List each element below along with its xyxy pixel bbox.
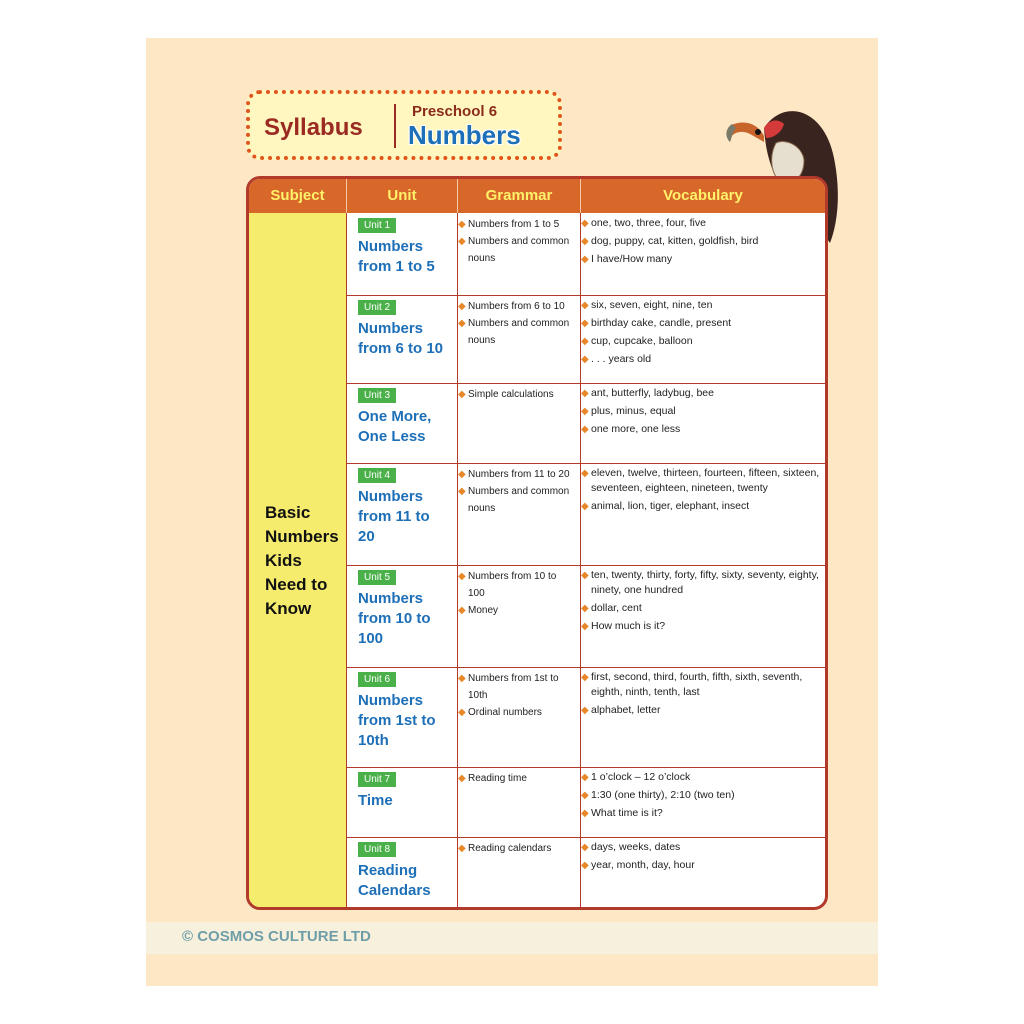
- grammar-item: [458, 840, 574, 857]
- unit-badge: Unit 1: [358, 218, 396, 233]
- grammar-cell: [458, 216, 574, 267]
- bullet-icon: ◆: [458, 389, 466, 400]
- bullet-icon: ◆: [581, 254, 589, 265]
- grammar-item: [458, 386, 574, 403]
- table-header: [249, 179, 825, 213]
- unit-title-line: Time: [358, 792, 393, 809]
- vocabulary-cell: [581, 216, 821, 270]
- unit-title-line: Numbers: [358, 488, 424, 505]
- bullet-icon: ◆: [581, 672, 589, 683]
- table-row: [346, 383, 825, 463]
- header-subject: Subject: [270, 187, 325, 204]
- grammar-text: Reading calendars: [468, 843, 552, 854]
- vocabulary-text: ten, twenty, thirty, forty, fifty, sixty, seventy, eighty, ninety, one hundred: [591, 569, 819, 596]
- unit-title-line: 10th: [358, 732, 389, 749]
- unit-title-line: 100: [358, 630, 384, 647]
- header-grammar: Grammar: [485, 187, 553, 204]
- grammar-item: [458, 602, 574, 619]
- subject-text: [265, 501, 339, 621]
- level-label: Preschool 6: [412, 103, 498, 120]
- bullet-icon: ◆: [581, 300, 589, 311]
- bullet-icon: ◆: [458, 301, 466, 312]
- grammar-item: [458, 466, 574, 483]
- bullet-icon: ◆: [581, 468, 589, 479]
- grammar-item: [458, 233, 574, 267]
- unit-title-line: 20: [358, 528, 375, 545]
- vocabulary-text: days, weeks, dates: [591, 841, 681, 853]
- grammar-item: [458, 298, 574, 315]
- bullet-icon: ◆: [581, 354, 589, 365]
- vocabulary-item: [581, 334, 821, 349]
- unit-title: [358, 589, 454, 649]
- bullet-icon: ◆: [458, 469, 466, 480]
- vocabulary-item: [581, 466, 821, 496]
- grammar-item: [458, 568, 574, 602]
- bullet-icon: ◆: [458, 219, 466, 230]
- grammar-item: [458, 670, 574, 704]
- vocabulary-text: dollar, cent: [591, 602, 642, 614]
- vocabulary-cell: [581, 568, 821, 637]
- unit-title-line: One More,: [358, 408, 432, 425]
- unit-badge: Unit 4: [358, 468, 396, 483]
- unit-title-line: One Less: [358, 428, 426, 445]
- vocabulary-item: [581, 840, 821, 855]
- bullet-icon: ◆: [581, 570, 589, 581]
- vocabulary-item: [581, 670, 821, 700]
- title-divider: [394, 104, 396, 148]
- grammar-cell: [458, 770, 574, 787]
- unit-title: [358, 861, 454, 901]
- unit-title-line: Numbers: [358, 692, 424, 709]
- grammar-cell: [458, 298, 574, 349]
- syllabus-page: [146, 38, 878, 986]
- grammar-item: [458, 483, 574, 517]
- vocabulary-item: [581, 252, 821, 267]
- grammar-cell: [458, 670, 574, 721]
- subject-line: Know: [265, 599, 312, 618]
- bullet-icon: ◆: [581, 236, 589, 247]
- vocabulary-item: [581, 858, 821, 873]
- bullet-icon: ◆: [458, 605, 466, 616]
- unit-title: [358, 691, 454, 751]
- header-unit: Unit: [387, 187, 417, 204]
- header-vocabulary: Vocabulary: [663, 187, 743, 204]
- vocabulary-text: I have/How many: [591, 253, 673, 265]
- grammar-item: [458, 315, 574, 349]
- unit-badge: Unit 2: [358, 300, 396, 315]
- subject-line: Basic: [265, 503, 311, 522]
- subject-line: Kids: [265, 551, 302, 570]
- unit-badge: Unit 3: [358, 388, 396, 403]
- unit-title-line: from 10 to: [358, 610, 431, 627]
- subject-line: Numbers: [265, 527, 339, 546]
- copyright-text: © COSMOS CULTURE LTD: [182, 928, 371, 945]
- vocabulary-cell: [581, 770, 821, 824]
- grammar-text: Reading time: [468, 773, 527, 784]
- bullet-icon: ◆: [581, 406, 589, 417]
- grammar-text: Numbers from 10 to 100: [468, 571, 557, 599]
- grammar-cell: [458, 568, 574, 619]
- syllabus-table: [246, 176, 828, 910]
- bullet-icon: ◆: [581, 808, 589, 819]
- bullet-icon: ◆: [581, 790, 589, 801]
- vocabulary-item: [581, 234, 821, 249]
- vocabulary-text: 1 o’clock – 12 o’clock: [591, 771, 691, 783]
- grammar-item: [458, 216, 574, 233]
- grammar-item: [458, 704, 574, 721]
- vocabulary-cell: [581, 466, 821, 517]
- bullet-icon: ◆: [581, 860, 589, 871]
- grammar-cell: [458, 466, 574, 517]
- vocabulary-text: . . . years old: [591, 353, 652, 365]
- unit-title-line: Numbers: [358, 590, 424, 607]
- table-row: [346, 837, 825, 910]
- table-row: [346, 213, 825, 295]
- unit-title-line: Reading: [358, 862, 418, 879]
- vocabulary-cell: [581, 298, 821, 370]
- unit-title-line: from 1st to: [358, 712, 436, 729]
- bullet-icon: ◆: [581, 501, 589, 512]
- vocabulary-cell: [581, 670, 821, 721]
- vocabulary-item: [581, 386, 821, 401]
- vocabulary-text: six, seven, eight, nine, ten: [591, 299, 713, 311]
- vocabulary-item: [581, 788, 821, 803]
- unit-title-line: from 6 to 10: [358, 340, 444, 357]
- vocabulary-text: one, two, three, four, five: [591, 217, 706, 229]
- vocabulary-item: [581, 499, 821, 514]
- vocabulary-item: [581, 316, 821, 331]
- table-row: [346, 463, 825, 565]
- unit-badge: Unit 7: [358, 772, 396, 787]
- unit-title-line: Numbers: [358, 320, 424, 337]
- vocabulary-item: [581, 619, 821, 634]
- vocabulary-text: cup, cupcake, balloon: [591, 335, 693, 347]
- title-box: [246, 90, 562, 160]
- vocabulary-text: one more, one less: [591, 423, 681, 435]
- vocabulary-text: ant, butterfly, ladybug, bee: [591, 387, 714, 399]
- table-row: [346, 295, 825, 383]
- unit-title: [358, 319, 454, 359]
- unit-title-line: Calendars: [358, 882, 431, 899]
- bullet-icon: ◆: [458, 236, 466, 247]
- vocabulary-text: animal, lion, tiger, elephant, insect: [591, 500, 750, 512]
- vocabulary-text: plus, minus, equal: [591, 405, 676, 417]
- bullet-icon: ◆: [581, 842, 589, 853]
- vocabulary-text: 1:30 (one thirty), 2:10 (two ten): [591, 789, 735, 801]
- vocabulary-text: year, month, day, hour: [591, 859, 695, 871]
- unit-badge: Unit 8: [358, 842, 396, 857]
- vocabulary-text: dog, puppy, cat, kitten, goldfish, bird: [591, 235, 759, 247]
- bullet-icon: ◆: [458, 318, 466, 329]
- footer: [146, 922, 878, 954]
- table-row: [346, 767, 825, 837]
- unit-title: [358, 487, 454, 547]
- grammar-text: Numbers from 11 to 20: [468, 469, 570, 480]
- bullet-icon: ◆: [581, 621, 589, 632]
- bullet-icon: ◆: [581, 705, 589, 716]
- vocabulary-text: alphabet, letter: [591, 704, 661, 716]
- bullet-icon: ◆: [581, 424, 589, 435]
- unit-title-line: Numbers: [358, 238, 424, 255]
- grammar-cell: [458, 840, 574, 857]
- table-row: [346, 565, 825, 667]
- grammar-text: Ordinal numbers: [468, 707, 542, 718]
- grammar-text: Money: [468, 605, 499, 616]
- grammar-cell: [458, 386, 574, 403]
- bullet-icon: ◆: [581, 318, 589, 329]
- vocabulary-item: [581, 298, 821, 313]
- bullet-icon: ◆: [458, 571, 466, 582]
- bullet-icon: ◆: [581, 603, 589, 614]
- syllabus-label: Syllabus: [264, 114, 363, 141]
- vocabulary-item: [581, 703, 821, 718]
- bullet-icon: ◆: [458, 673, 466, 684]
- vocabulary-text: first, second, third, fourth, fifth, sixth, seventh, eighth, ninth, tenth, last: [591, 671, 803, 698]
- vocabulary-item: [581, 422, 821, 437]
- bullet-icon: ◆: [581, 388, 589, 399]
- bullet-icon: ◆: [581, 336, 589, 347]
- unit-title: [358, 237, 454, 277]
- grammar-text: Numbers from 1 to 5: [468, 219, 560, 230]
- unit-title: [358, 407, 454, 447]
- vocabulary-item: [581, 601, 821, 616]
- unit-badge: Unit 5: [358, 570, 396, 585]
- vocabulary-text: How much is it?: [591, 620, 666, 632]
- table-row: [346, 667, 825, 767]
- grammar-text: Numbers from 6 to 10: [468, 301, 565, 312]
- bullet-icon: ◆: [458, 707, 466, 718]
- grammar-text: Numbers and common nouns: [468, 486, 570, 514]
- grammar-text: Simple calculations: [468, 389, 554, 400]
- subject-column: [249, 213, 346, 907]
- vocabulary-text: eleven, twelve, thirteen, fourteen, fifteen, sixteen, seventeen, eighteen, nineteen, twenty: [591, 467, 820, 494]
- vocabulary-cell: [581, 840, 821, 876]
- bullet-icon: ◆: [458, 843, 466, 854]
- vocabulary-item: [581, 806, 821, 821]
- vocabulary-item: [581, 568, 821, 598]
- vocabulary-text: What time is it?: [591, 807, 663, 819]
- bullet-icon: ◆: [458, 773, 466, 784]
- unit-badge: Unit 6: [358, 672, 396, 687]
- vocabulary-item: [581, 216, 821, 231]
- vocabulary-text: birthday cake, candle, present: [591, 317, 732, 329]
- book-title: Numbers: [408, 120, 521, 150]
- bullet-icon: ◆: [581, 218, 589, 229]
- vocabulary-item: [581, 770, 821, 785]
- vocabulary-cell: [581, 386, 821, 440]
- grammar-text: Numbers and common nouns: [468, 318, 570, 346]
- subject-line: Need to: [265, 575, 328, 594]
- grammar-text: Numbers from 1st to 10th: [468, 673, 559, 701]
- grammar-item: [458, 770, 574, 787]
- bullet-icon: ◆: [581, 772, 589, 783]
- vocabulary-item: [581, 404, 821, 419]
- bullet-icon: ◆: [458, 486, 466, 497]
- unit-title-line: from 11 to: [358, 508, 430, 525]
- vocabulary-item: [581, 352, 821, 367]
- unit-title: [358, 791, 454, 811]
- grammar-text: Numbers and common nouns: [468, 236, 570, 264]
- unit-title-line: from 1 to 5: [358, 258, 435, 275]
